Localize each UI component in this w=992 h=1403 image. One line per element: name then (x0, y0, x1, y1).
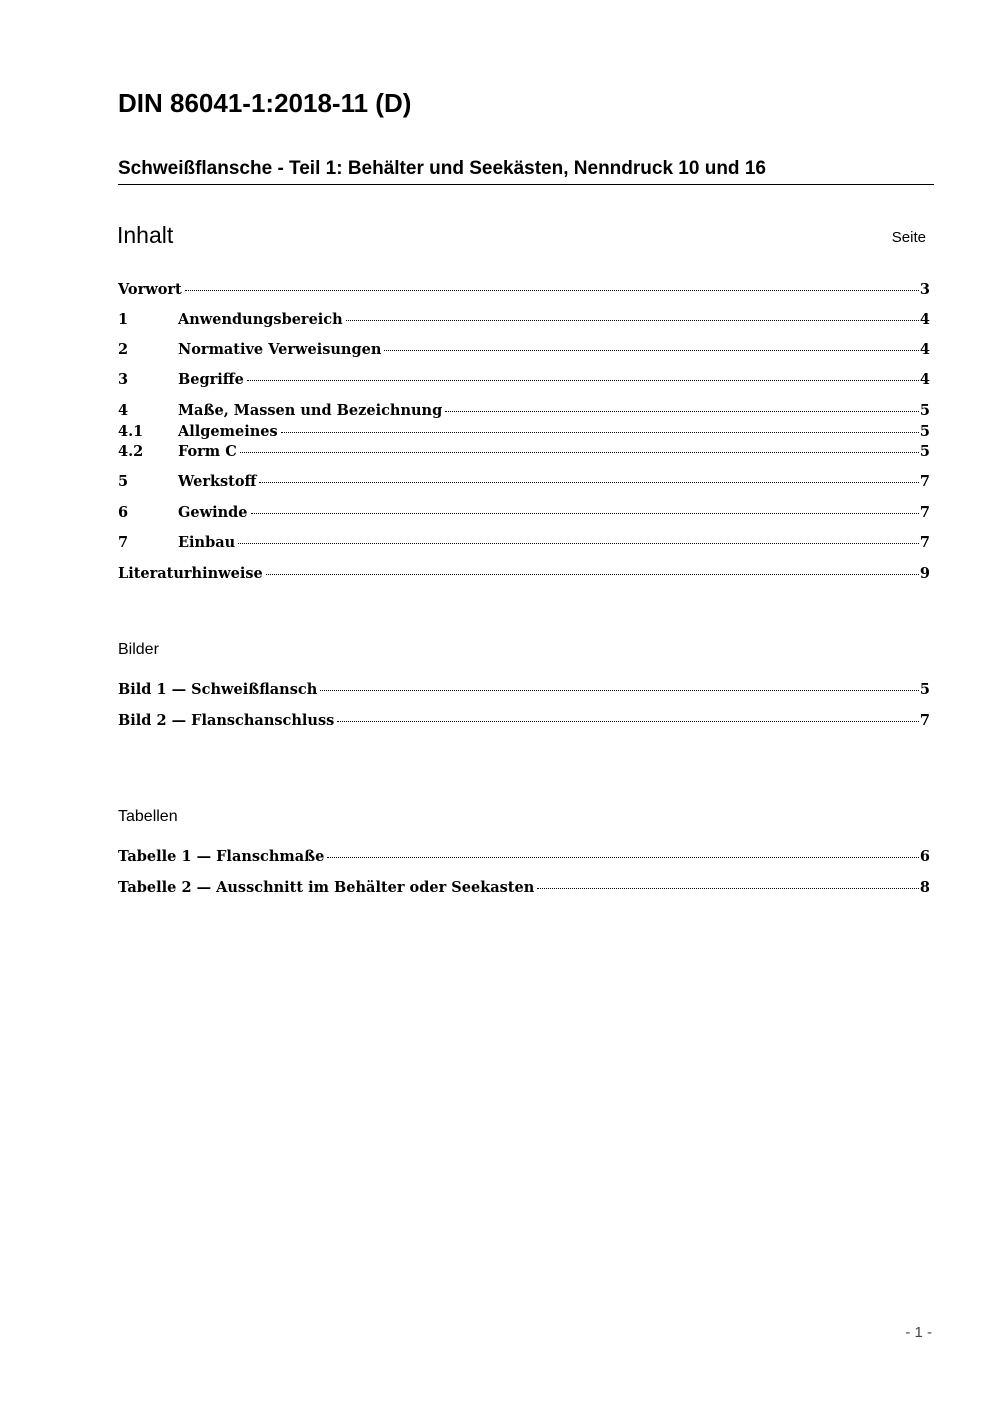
toc-entry-masse-massen[interactable] (118, 401, 930, 421)
tables-heading: Tabellen (118, 808, 178, 825)
toc-entry-text: Normative Verweisungen (178, 341, 382, 358)
dot-leader (259, 482, 918, 483)
figure-entry-page: 5 (919, 681, 930, 698)
toc-entry-page: 5 (919, 443, 930, 460)
toc-entry-form-c[interactable] (118, 442, 930, 462)
document-title: DIN 86041-1:2018-11 (D) (118, 88, 412, 118)
toc-entry-page: 4 (919, 371, 930, 388)
table-entry-text: Tabelle 2 — Ausschnitt im Behälter oder Seekasten (118, 879, 535, 896)
toc-entry-number: 1 (118, 311, 129, 328)
toc-entry-number: 2 (118, 341, 129, 358)
dot-leader (281, 432, 919, 433)
table-entry-text: Tabelle 1 — Flanschmaße (118, 848, 325, 865)
toc-entry-text: Literaturhinweise (118, 565, 263, 582)
document-subtitle: Schweißflansche - Teil 1: Behälter und Seekästen, Nenndruck 10 und 16 (118, 158, 934, 185)
page-column-label: Seite (891, 229, 926, 246)
toc-entry-text: Begriffe (178, 371, 244, 388)
figure-entry-text: Bild 1 — Schweißflansch (118, 681, 318, 698)
toc-entry-page: 5 (919, 423, 930, 440)
toc-entry-normative-verweisungen[interactable] (118, 340, 930, 360)
toc-entry-text: Form C (178, 443, 237, 460)
toc-entry-number: 4.1 (118, 423, 144, 440)
toc-entry-vorwort[interactable] (118, 280, 930, 300)
dot-leader (247, 380, 919, 381)
toc-entry-text: Vorwort (118, 281, 182, 298)
dot-leader (537, 888, 919, 889)
toc-entry-page: 9 (919, 565, 930, 582)
toc-entry-text: Anwendungsbereich (178, 311, 343, 328)
table-entry-2[interactable] (118, 878, 930, 898)
table-entry-1[interactable] (118, 847, 930, 867)
dot-leader (240, 452, 919, 453)
toc-heading: Inhalt (117, 222, 174, 248)
figures-heading: Bilder (118, 641, 159, 658)
toc-entry-anwendungsbereich[interactable] (118, 310, 930, 330)
toc-entry-allgemeines[interactable] (118, 422, 930, 442)
toc-entry-text: Gewinde (178, 504, 248, 521)
toc-entry-page: 3 (919, 281, 930, 298)
dot-leader (327, 857, 919, 858)
toc-entry-gewinde[interactable] (118, 503, 930, 523)
toc-entry-number: 6 (118, 504, 129, 521)
dot-leader (266, 574, 919, 575)
toc-entry-page: 7 (919, 504, 930, 521)
toc-entry-begriffe[interactable] (118, 370, 930, 390)
toc-entry-page: 4 (919, 311, 930, 328)
dot-leader (445, 411, 919, 412)
toc-entry-number: 7 (118, 534, 129, 551)
toc-entry-page: 5 (919, 402, 930, 419)
dot-leader (238, 543, 919, 544)
figure-entry-1[interactable] (118, 680, 930, 700)
toc-entry-number: 5 (118, 473, 129, 490)
table-entry-page: 6 (919, 848, 930, 865)
toc-entry-number: 4 (118, 402, 129, 419)
figure-entry-text: Bild 2 — Flanschanschluss (118, 712, 335, 729)
dot-leader (337, 721, 919, 722)
toc-entry-page: 7 (919, 534, 930, 551)
toc-entry-literaturhinweise[interactable] (118, 564, 930, 584)
toc-entry-einbau[interactable] (118, 533, 930, 553)
toc-entry-page: 4 (919, 341, 930, 358)
figure-entry-page: 7 (919, 712, 930, 729)
toc-entry-text: Maße, Massen und Bezeichnung (178, 402, 443, 419)
dot-leader (346, 320, 919, 321)
toc-entry-number: 3 (118, 371, 129, 388)
toc-entry-text: Werkstoff (178, 473, 257, 490)
toc-entry-number: 4.2 (118, 443, 144, 460)
footer-page-number: - 1 - (905, 1324, 932, 1341)
toc-entry-text: Einbau (178, 534, 236, 551)
dot-leader (251, 513, 919, 514)
toc-entry-text: Allgemeines (178, 423, 278, 440)
dot-leader (384, 350, 919, 351)
dot-leader (185, 290, 919, 291)
toc-entry-page: 7 (919, 473, 930, 490)
table-entry-page: 8 (919, 879, 930, 896)
toc-entry-werkstoff[interactable] (118, 472, 930, 492)
figure-entry-2[interactable] (118, 711, 930, 731)
dot-leader (320, 690, 919, 691)
